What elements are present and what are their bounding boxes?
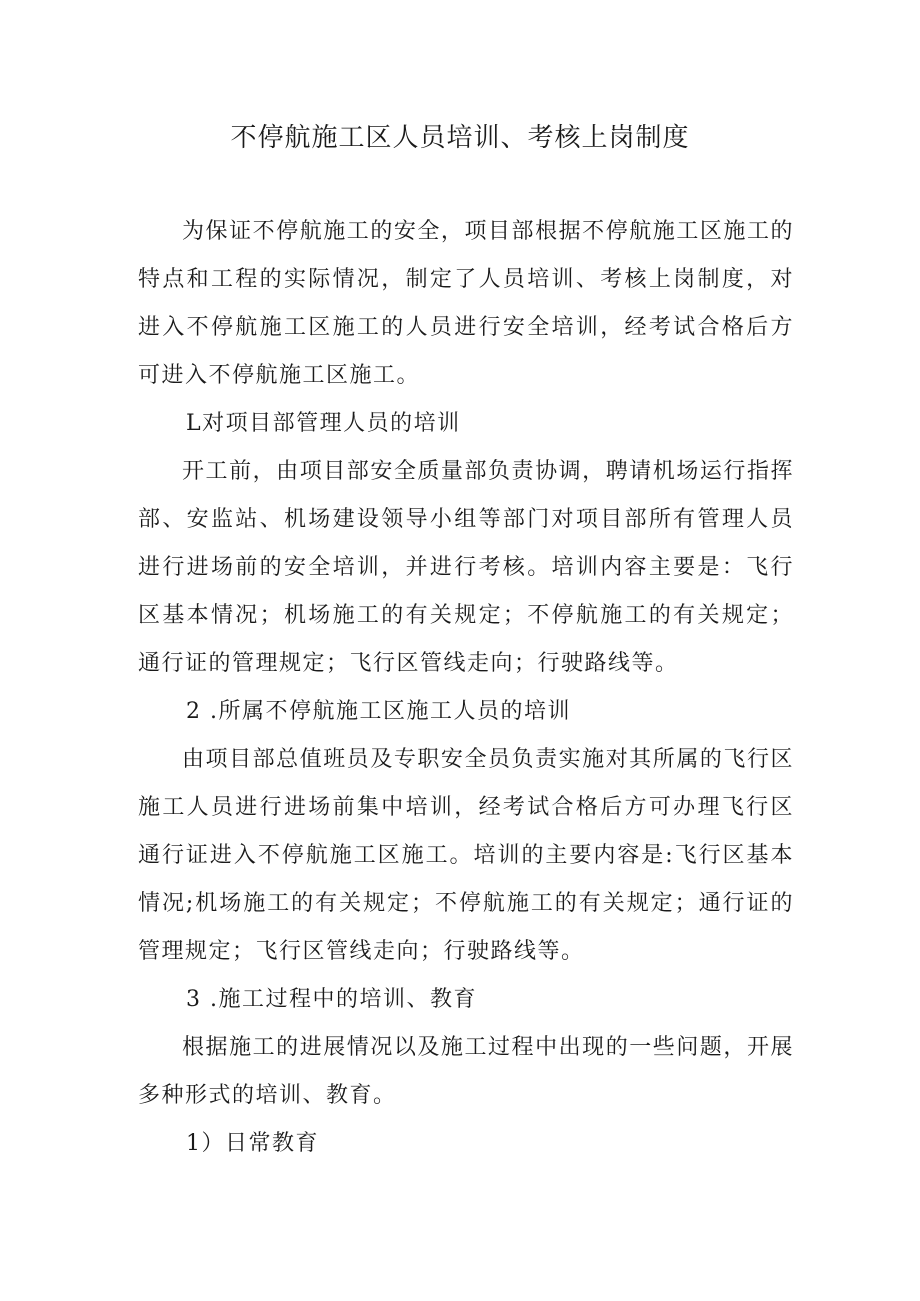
- subsection1-heading-block: [138, 1120, 794, 1168]
- section2-heading-block: [138, 688, 794, 736]
- section3-heading-block: [138, 976, 794, 1024]
- section3-body-block: [138, 1024, 794, 1120]
- intro-block: [138, 208, 794, 400]
- section1-body-block: [138, 448, 794, 688]
- section3-heading: 3 .施工过程中的培训、教育: [186, 987, 477, 1012]
- section2-paragraph: 由项目部总值班员及专职安全员负责实施对其所属的飞行区施工人员进行进场前集中培训，经考试合格后方可办理飞行区通行证进入不停航施工区施工。培训的主要内容是:飞行区基本情况;机场施工的有关规定；不停航施工的有关规定；通行证的管理规定；飞行区管线走向；行驶路线等。: [138, 747, 794, 964]
- subsection1-heading: 1）日常教育: [186, 1131, 319, 1156]
- section3-paragraph: 根据施工的进展情况以及施工过程中出现的一些问题，开展多种形式的培训、教育。: [138, 1035, 794, 1108]
- section1-heading: L对项目部管理人员的培训: [186, 411, 461, 436]
- section2-heading: 2 .所属不停航施工区施工人员的培训: [186, 699, 571, 724]
- section1-heading-block: [138, 400, 794, 448]
- intro-paragraph: 为保证不停航施工的安全，项目部根据不停航施工区施工的特点和工程的实际情况，制定了人员培训、考核上岗制度，对进入不停航施工区施工的人员进行安全培训，经考试合格后方可进入不停航施工区施工。: [138, 219, 794, 388]
- section1-paragraph: 开工前，由项目部安全质量部负责协调，聘请机场运行指挥部、安监站、机场建设领导小组等部门对项目部所有管理人员进行进场前的安全培训，并进行考核。培训内容主要是：飞行区基本情况；机场施工的有关规定；不停航施工的有关规定；通行证的管理规定；飞行区管线走向；行驶路线等。: [138, 459, 794, 676]
- document-title: 不停航施工区人员培训、考核上岗制度: [230, 123, 690, 153]
- section2-body-block: [138, 736, 794, 976]
